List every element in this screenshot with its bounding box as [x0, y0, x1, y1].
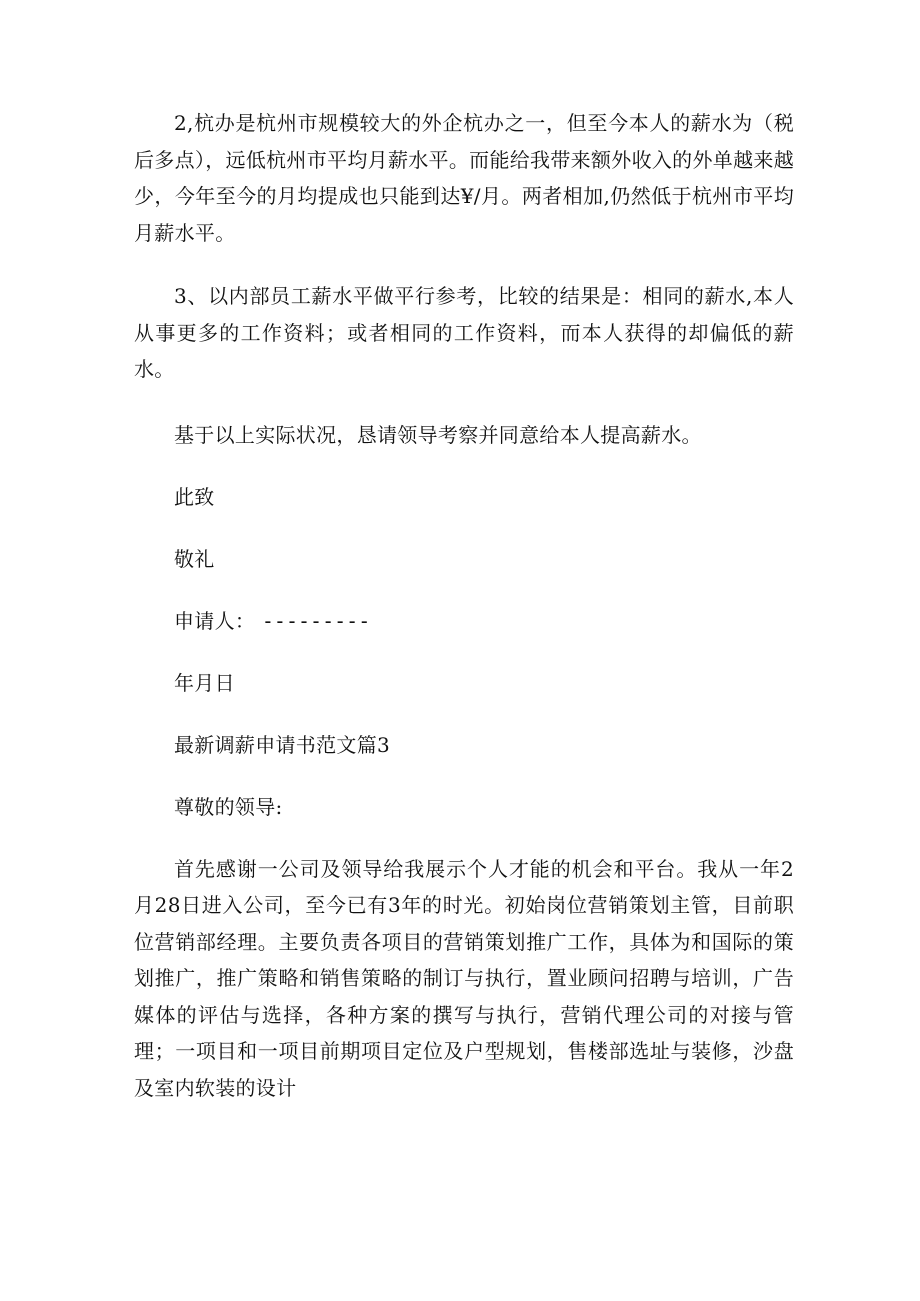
paragraph-2: 2,杭办是杭州市规模较大的外企杭办之一，但至今本人的薪水为（税后多点），远低杭州市平均月薪水平。而能给我带来额外收入的外单越来越少，今年至今的月均提成也只能到达¥/月。两者相加,仍然低于杭州市平均月薪水平。 — [134, 111, 794, 245]
paragraph-body: 首先感谢一公司及领导给我展示个人才能的机会和平台。我从一年2月28日进入公司，至今已有3年的时光。初始岗位营销策划主管，目前职位营销部经理。主要负责各项目的营销策划推广工作，具体为和国际的策划推广，推广策略和销售策略的制订与执行，置业顾问招聘与培训，广告媒体的评估与选择，各种方案的撰写与执行，营销代理公司的对接与管理；一项目和一项目前期项目定位及户型规划，售楼部选址与装修，沙盘及室内软装的设计 — [134, 856, 794, 1100]
date-line: 年月日 — [174, 670, 235, 695]
applicant-line — [134, 603, 794, 639]
applicant-value: --------- — [261, 608, 371, 633]
closing-jing-li: 敬礼 — [174, 546, 215, 571]
document-body — [134, 105, 794, 1106]
closing-ci-zhi: 此致 — [174, 484, 215, 509]
section-title: 最新调薪申请书范文篇3 — [174, 732, 391, 757]
paragraph-3: 3、以内部员工薪水平做平行参考，比较的结果是：相同的薪水,本人从事更多的工作资料；或者相同的工作资料，而本人获得的却偏低的薪水。 — [134, 284, 794, 381]
request-line: 基于以上实际状况，恳请领导考察并同意给本人提高薪水。 — [174, 422, 702, 447]
applicant-label: 申请人： — [174, 608, 256, 633]
salutation: 尊敬的领导: — [174, 794, 283, 819]
